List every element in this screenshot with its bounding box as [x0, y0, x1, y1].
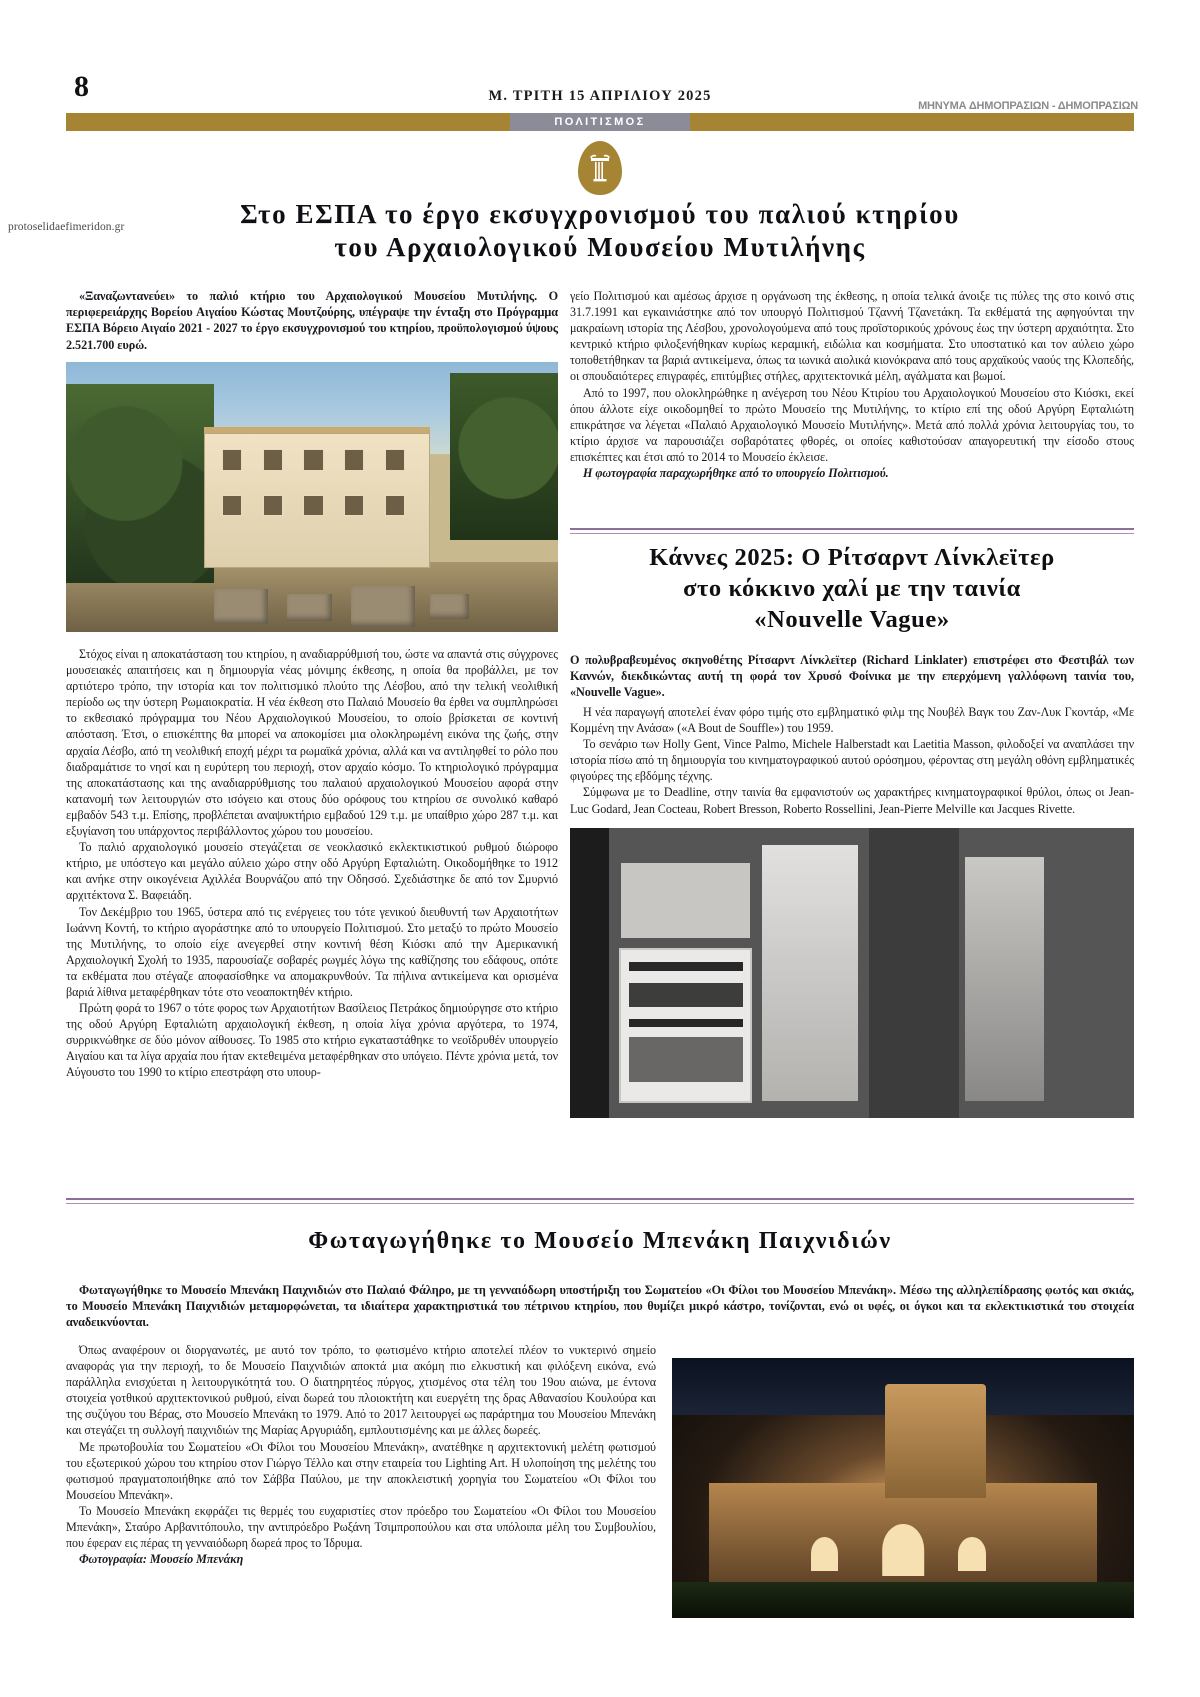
- divider-article3-top: [66, 1198, 1134, 1200]
- site-watermark: protoselidaefimeridon.gr: [8, 221, 125, 233]
- article1-headline-line1: Στο ΕΣΠΑ το έργο εκσυγχρονισμού του παλιού κτηρίου: [240, 199, 960, 229]
- article1-left-p1: Στόχος είναι η αποκατάσταση του κτηρίου, η αναδιαρρύθμισή του, ώστε να απαντά στις σύγχρονες μουσειακές απαιτήσεις και η δημιουργία νέας μόνιμης έκθεσης, η οποία θα προβάλλει, με τον αρτιότερο τρόπο, την ιστορία και τον πολιτισμικό πλούτο της Λέσβου, από την τελική νεολιθική περίοδο ως την ύστερη Ρωμαιοκρατία. Η νέα έκθεση στο Παλαιό Μουσείο θα έρθει να συμπληρώσει το εκθεσιακό πρόγραμμα του Νέου Αρχαιολογικού Μουσείου, το οποίο βρίσκεται σε κοντινή απόσταση. Έτσι, ο επισκέπτης θα μπορεί να αποκομίσει μια ολοκληρωμένη εικόνα της ζωής, στην αρχαία Λέσβο, από τη νεολιθική εποχή μέχρι τα ρωμαϊκά χρόνια, αλλά και να αντιληφθεί το ρόλο που διαδραμάτισε το νησί και η ευρύτερη του περιοχή, στον αρχαίο κόσμο. Το κτηριολογικό πρόγραμμα της αποκατάστασης και της αναδιαρρύθμισης του παλαιού αρχαιολογικού Μουσείου αφορά στην κατανομή των λειτουργιών στο ισόγειο και στους δύο ορόφους του κτηρίου σε συνολικό καθαρό εμβαδόν 543 τ.μ. Επίσης, προβλέπεται αναψυκτήριο εμβαδού 129 τ.μ. με υπαίθριο χώρο 287 τ.μ. και εξυγίανση του υπάρχοντος περιβάλλοντος χώρου του μουσείου.: [66, 647, 558, 839]
- article1-lead-text: «Ξαναζωντανεύει» το παλιό κτήριο του Αρχαιολογικού Μουσείου Μυτιλήνης. Ο περιφερειάρχης Βορείου Αιγαίου Κώστας Μουτζούρης, υπέγραψε την ένταξη στο Πρόγραμμα ΕΣΠΑ Βόρειο Αιγαίο 2021 - 2027 το έργο εκσυγχρονισμού του κτηρίου, προϋπολογισμού ύψους 2.521.700 ευρώ.: [66, 289, 558, 352]
- divider-article2-top: [570, 528, 1134, 530]
- article2-lead: [570, 652, 1134, 701]
- article2-headline: [570, 542, 1134, 635]
- article1-left-p4: Πρώτη φορά το 1967 ο τότε φορος των Αρχαιοτήτων Βασίλειος Πετράκος δημιούργησε στο κτήριο της οδού Αργύρη Εφταλιώτη αρχαιολογική έκθεση, η οποία λίγα χρόνια αργότερα, το 1974, συρρικνώθηκε σε δύο μόνον αίθουσες. Το 1985 στο κτήριο εγκαταστάθηκε το νεοϊδρυθέν υπουργείο Αιγαίου και τα λίγα αρχαία που ήταν εκτεθειμένα μεταφέρθηκαν στο υπόγειο. Πέντε χρόνια μετά, τον Αύγουστο του 1990 το κτίριο επεστράφη στο υπουρ-: [66, 1001, 558, 1080]
- article1-right-p2: Από το 1997, που ολοκληρώθηκε η ανέγερση του Νέου Κτιρίου του Αρχαιολογικού Μουσείου στο Κιόσκι, εκεί όπου άλλοτε είχε οικοδομηθεί το πρώτο Μουσείο της Μυτιλήνης, το κτίριο επί της οδού Αργύρη Εφταλιώτη επικράτησε να λέγεται «Παλαιό Αρχαιολογικό Μουσείο Μυτιλήνης». Μετά από πολλά χρόνια λειτουργίας του, το κτίριο άρχισε να παρουσιάζει σοβαρότατες φθορές, οι οποίες καθιστούσαν απαγορευτική την είσοδο στους επισκέπτες και έτσι από το 2014 το Μουσείο έκλεισε.: [570, 385, 1134, 464]
- article1-headline-line2: του Αρχαιολογικού Μουσείου Μυτιλήνης: [334, 232, 866, 262]
- article1-photo: [66, 362, 558, 632]
- article1-headline: [120, 198, 1080, 264]
- article1-right-p1: γείο Πολιτισμού και αμέσως άρχισε η οργάνωση της έκθεσης, η οποία τελικά άνοιξε τις πύλες της στο κοινό στις 31.7.1991 και εγκαινιάστηκε από τον υπουργό Πολιτισμού Τζαννή Τζανετάκη. Τα εκθέματά της αφηγούνται την μακραίωνη ιστορία της Λέσβου, χρονολογούμενα από τους προϊστορικούς χρόνους έως την ύστερη αρχαιότητα. Στο κεντρικό κτήριο φιλοξενήθηκαν κυρίως κεραμική, ειδώλια και κοσμήματα. Στο υποστατικό και τον αύλειο χώρο τοποθετήθηκαν τα βαριά αντικείμενα, όπως τα ιωνικά αιολικά κιονόκρανα από τους αρχαϊκούς ναούς της Κλοπεδής, οι σπουδαιότερες επιγραφές, επιτύμβιες στήλες, αρχιτεκτονικά μέλη, αγάλματα και βωμοί.: [570, 289, 1134, 384]
- article3-photo: [672, 1358, 1134, 1618]
- article2-headline-line3: «Nouvelle Vague»: [754, 606, 950, 633]
- article1-left-p2: Το παλιό αρχαιολογικό μουσείο στεγάζεται σε νεοκλασικό εκλεκτικιστικού ρυθμού διώροφο κτήριο, με υπόστεγο και μεγάλο αύλειο χώρο στην οδό Αργύρη Εφταλιώτη. Οικοδομήθηκε το 1912 και ανήκε στην οικογένεια Αχιλλέα Βουρνάζου από την Οδησσό. Σχεδιάστηκε δε από τον Σμυρνιό αρχιτέκτονα Σ. Βαφειάδη.: [66, 840, 558, 903]
- article3-photo-credit: Φωτογραφία: Μουσείο Μπενάκη: [79, 1552, 244, 1567]
- article3-lead-text: Φωταγωγήθηκε το Μουσείο Μπενάκη Παιχνιδιών στο Παλαιό Φάληρο, με τη γενναιόδωρη υποστήριξη του Σωματείου «Οι Φίλοι του Μουσείου Μπενάκη». Μέσω της αλληλεπίδρασης φωτός και σκιάς, το Μουσείο Μπενάκη Παιχνιδιών μεταμορφώνεται, τα ιδιαίτερα χαρακτηριστικά του πέτρινου κτηρίου, που θυμίζει μικρό κάστρο, τονίζονται, ενώ οι υφές, οι όγκοι και τα εκλεκτικιστικά του στοιχεία αναδεικνύονται.: [66, 1283, 1134, 1330]
- divider-article2-top-thin: [570, 533, 1134, 534]
- article2-p2: Το σενάριο των Holly Gent, Vince Palmo, Michele Halberstadt και Laetitia Masson, φιλοδοξεί να αναπλάσει την ιστορία πίσω από τη δημιουργία του κινηματογραφικού αυτού ορόσημου, φέροντας στη μεγάλη οθόνη εμβληματικές φιγούρες της εβδόμης τέχνης.: [570, 737, 1134, 784]
- article2-headline-line1: Κάννες 2025: Ο Ρίτσαρντ Λίνκλεϊτερ: [649, 544, 1055, 571]
- dateline: Μ. ΤΡΙΤΗ 15 ΑΠΡΙΛΙΟΥ 2025: [488, 88, 712, 104]
- article1-left-p3: Τον Δεκέμβριο του 1965, ύστερα από τις ενέργειες του τότε γενικού διευθυντή των Αρχαιοτήτων Ιωάννη Κοντή, το κτήριο αγοράστηκε από το υπουργείο Πολιτισμού. Στο μεταξύ το πρώτο Μουσείο της Μυτιλήνης, το οποίο είχε ανεγερθεί στην κοντινή θέση Κιόσκι από την Αμερικανική Αρχαιολογική Σχολή το 1935, παρουσίαζε σοβαρές ρωγμές λόγω της καθίζησης του εδάφους, οπότε τα εκθέματα που στέγαζε αποφασίσθηκε να απομακρυνθούν. Τα πήλινα αντικείμενα και ορισμένα βαριά λίθινα μεταφέρθηκαν τότε στο νεοαποκτηθέν κτήριο.: [66, 904, 558, 999]
- article3-lead: [66, 1282, 1134, 1331]
- article1-left-body: [66, 646, 558, 1081]
- article3-p2: Με πρωτοβουλία του Σωματείου «Οι Φίλοι του Μουσείου Μπενάκη», ανατέθηκε η αρχιτεκτονική μελέτη φωτισμού του εξωτερικού χώρου του κτηρίου στον Γιώργο Τέλλο και στην εταιρεία του Lighting Art. Η υλοποίηση της μελέτης του φωτισμού πραγματοποιήθηκε από τον Σάββα Παύλου, με την αποκλειστική χορηγία του Σωματείου «Οι Φίλοι του Μουσείου Μπενάκη».: [66, 1439, 656, 1502]
- article2-photo: [570, 828, 1134, 1118]
- ionic-column-icon: [578, 141, 622, 195]
- article2-p3: Σύμφωνα με το Deadline, στην ταινία θα εμφανιστούν ως χαρακτήρες κινηματογραφικοί θρύλοι, όπως οι Jean-Luc Godard, Jean Cocteau, Robert Bresson, Roberto Rossellini, Jean-Pierre Melville και Jacques Rivette.: [570, 785, 1134, 816]
- article2-headline-line2: στο κόκκινο χαλί με την ταινία: [683, 575, 1021, 602]
- section-tag: ΠΟΛΙΤΙΣΜΟΣ: [510, 113, 690, 131]
- divider-article3-top-thin: [66, 1203, 1134, 1204]
- article2-body: [570, 704, 1134, 817]
- article3-p1: Όπως αναφέρουν οι διοργανωτές, με αυτό τον τρόπο, το φωτισμένο κτήριο αποτελεί πλέον το νυκτερινό σημείο αναφοράς για την περιοχή, το δε Μουσείο Παιχνιδιών αποκτά μια ακόμη πιο ελκυστική και φιλόξενη εικόνα, ενώ παράλληλα ενισχύεται η λειτουργικότητά του. Ο διατηρητέος πύργος, χτισμένος στα τέλη του 19ου αιώνα, με έντονα στοιχεία γοτθικού αρχιτεκτονικού ρυθμού, είναι δωρεά του πλοιοκτήτη και ευεργέτη της δρας Αθανασίου Κουλούρα και της συζύγου του Βέρας, στο Μουσείο Μπενάκη το 1979. Από το 2017 λειτουργεί ως παράρτημα του Μουσείου Μπενάκη και στεγάζει τη συλλογή παιχνιδιών της Μαρίας Αργυριάδη, εμπλουτισμένης και με άλλες δωρεές.: [66, 1343, 656, 1438]
- article3-p3: Το Μουσείο Μπενάκη εκφράζει τις θερμές του ευχαριστίες στον πρόεδρο του Σωματείου «Οι Φίλοι του Μουσείου Μπενάκη», Σταύρο Αρβανιτόπουλο, την αντιπρόεδρο Ρωξάνη Τσιμπροπούλου και στα υπόλοιπα μέλη του Συμβουλίου, που έφεραν εις πέρας τη γενναιόδωρη δωρεά προς το Ίδρυμα.: [66, 1503, 656, 1551]
- article3-body: [66, 1342, 656, 1567]
- article1-photo-credit: Η φωτογραφία παραχωρήθηκε από το υπουργείο Πολιτισμού.: [583, 466, 889, 481]
- paper-nameplate-ghost: ΜΗΝΥΜΑ ΔΗΜΟΠΡΑΣΙΩΝ - ΔΗΜΟΠΡΑΣΙΩΝ: [918, 100, 1138, 112]
- page-number: 8: [74, 70, 88, 103]
- article3-headline: Φωταγωγήθηκε το Μουσείο Μπενάκη Παιχνιδιών: [308, 1228, 892, 1254]
- article1-lead: [66, 288, 558, 353]
- article1-right-body: [570, 288, 1134, 481]
- article2-lead-text: Ο πολυβραβευμένος σκηνοθέτης Ρίτσαρντ Λίνκλεϊτερ (Richard Linklater) επιστρέφει στο Φεστιβάλ των Καννών, διεκδικώντας αυτή τη φορά τον Χρυσό Φοίνικα με την επερχόμενη γαλλόφωνη ταινία του, «Nouvelle Vague».: [570, 653, 1134, 700]
- article2-p1: Η νέα παραγωγή αποτελεί έναν φόρο τιμής στο εμβληματικό φιλμ της Νουβέλ Βαγκ του Ζαν-Λυκ Γκοντάρ, «Με Κομμένη την Ανάσα» («A Bout de Souffle») του 1959.: [570, 705, 1134, 736]
